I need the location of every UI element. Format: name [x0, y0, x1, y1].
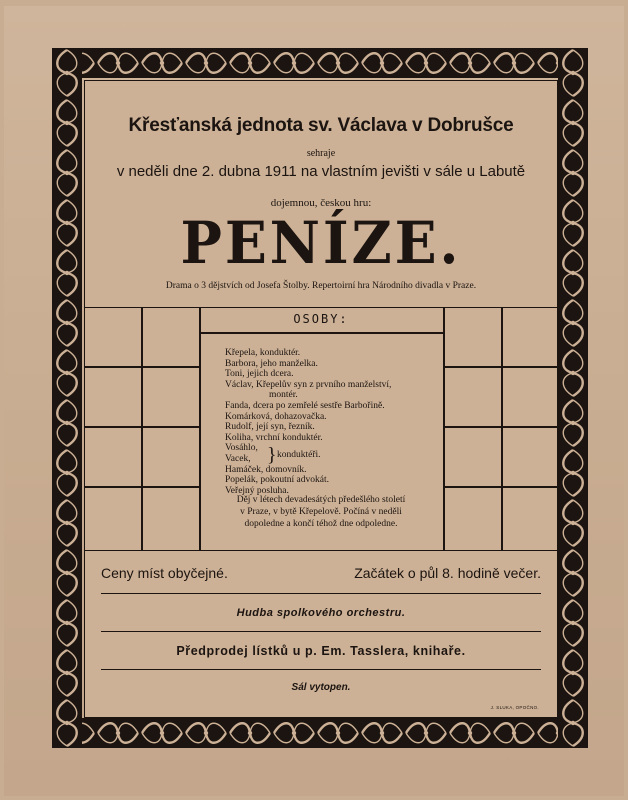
hall-note: Sál vytopen. — [291, 682, 351, 693]
cast-item: Popelák, pokoutní advokát. — [225, 475, 329, 486]
cast-group — [225, 443, 391, 467]
cast-heading: OSOBY: — [293, 312, 349, 326]
grid-line — [501, 308, 503, 550]
presale-line: Předprodej lístků u p. Em. Tasslera, knihaře. — [176, 644, 466, 658]
brace-icon: } — [267, 444, 277, 467]
drama-line: Drama o 3 dějstvích od Josefa Štolby. Repertoirní hra Národního divadla v Praze. — [165, 281, 477, 291]
cast-item: Křepela, konduktér. — [225, 348, 301, 358]
grid-line — [141, 308, 143, 550]
cast-item: Veřejný posluha. — [225, 485, 289, 496]
divider — [101, 631, 541, 632]
ornamental-border-left — [52, 48, 82, 748]
cast-item: Barbora, jeho manželka. — [225, 358, 318, 369]
poster-content — [84, 80, 558, 718]
cast-item: Václav, Křepelův syn z prvního manželství, — [225, 379, 392, 390]
cast-grid — [85, 307, 557, 551]
setting-line: v Praze, v bytě Křepelově. Počíná v neděli — [240, 507, 402, 517]
cast-group-label: konduktéři. — [277, 450, 321, 461]
ornamental-border-bottom — [52, 718, 588, 748]
date-line: v neděli dne 2. dubna 1911 na vlastním jevišti v sále u Labutě — [116, 163, 526, 180]
divider — [101, 669, 541, 670]
setting-note — [201, 494, 441, 530]
divider — [101, 593, 541, 594]
cast-item: Rudolf, její syn, řezník. — [225, 422, 315, 433]
grid-line — [443, 486, 557, 488]
cast-item: Koliha, vrchní konduktér. — [225, 432, 323, 443]
cast-list — [225, 348, 391, 496]
start-time-text: Začátek o půl 8. hodině večer. — [354, 565, 541, 581]
organizer-heading: Křesťanská jednota sv. Václava v Dobrušce — [128, 115, 514, 136]
ornamental-border-right — [558, 48, 588, 748]
verb-line: sehraje — [306, 148, 336, 159]
cast-item: Vosáhlo, — [225, 443, 258, 454]
prices-text: Ceny míst obyčejné. — [101, 565, 228, 581]
setting-line: dopoledne a končí téhož dne odpoledne. — [244, 519, 398, 529]
grid-line — [85, 366, 199, 368]
ornamental-border-top — [52, 48, 588, 78]
cast-item: montér. — [269, 390, 298, 401]
cast-item: Hamáček, domovník. — [225, 464, 307, 475]
grid-line — [443, 366, 557, 368]
setting-line: Děj v létech devadesátých předešlého století — [236, 495, 406, 505]
cast-item: Toni, jejich dcera. — [225, 369, 294, 380]
cast-item: Fanda, dcera po zemřelé sestře Barbořině. — [225, 400, 385, 411]
cast-item: Vacek, — [225, 453, 251, 464]
grid-line — [85, 426, 199, 428]
grid-line — [443, 426, 557, 428]
grid-line — [85, 486, 199, 488]
printer-mark: J. SLUKA, OPOČNO. — [490, 705, 539, 710]
grid-line — [443, 308, 445, 550]
music-line: Hudba spolkového orchestru. — [236, 607, 406, 619]
subtitle-line: dojemnou, českou hru: — [270, 197, 372, 209]
grid-line — [199, 332, 443, 334]
cast-item: Komárková, dohazovačka. — [225, 411, 327, 422]
play-title: PENÍZE. — [180, 209, 462, 277]
